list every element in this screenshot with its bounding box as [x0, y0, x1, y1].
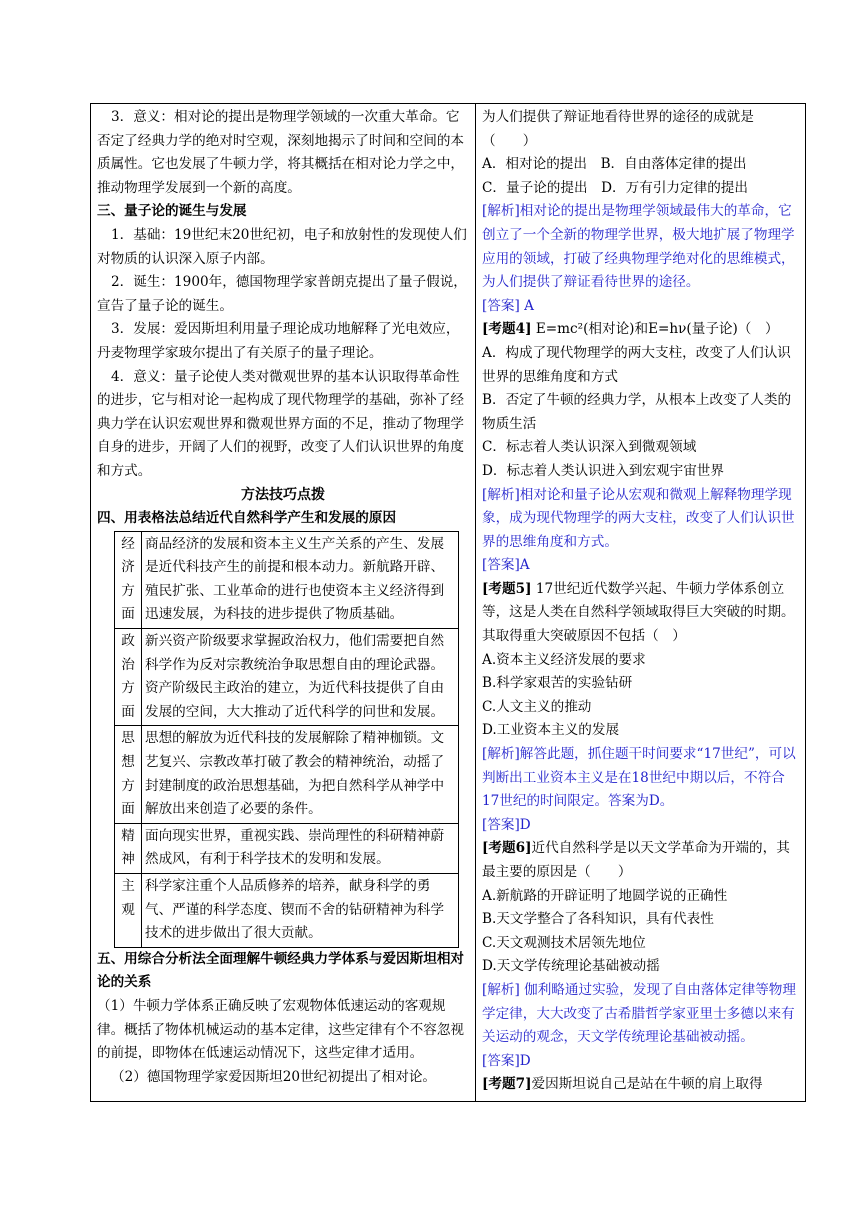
- method-title: 方法技巧点拨: [241, 486, 325, 503]
- quantum-development: 3．发展：爱因斯坦利用量子理论成功地解释了光电效应，丹麦物理学家玻尔提出了有关原子的量子理论。: [97, 321, 460, 361]
- quantum-basis: 1．基础：19世纪末20世纪初，电子和放射性的发现使人们对物质的认识深入原子内部。: [97, 226, 467, 267]
- question-5-stem: 17世纪近代数学兴起、牛顿力学体系创立等，这是人类在自然科学领域取得巨大突破的时期。其取得重大突破原因不包括（ ）: [482, 580, 795, 645]
- question-3-stem: 为人们提供了辩证地看待世界的途径的成就是（ ）: [482, 109, 754, 149]
- question-5: [482, 578, 800, 649]
- row-text: 科学家注重个人品质修养的培养，献身科学的勇气、严谨的科学态度、锲而不舍的钻研精神为科学技术的进步做出了很大贡献。: [142, 874, 459, 948]
- row-text: 新兴资产阶级要求掌握政治权力，他们需要把自然科学作为反对宗教统治争取思想自由的理论武器。资产阶级民主政治的建立，为近代科技提供了自由发展的空间，大大推动了近代科学的问世和发展。: [142, 629, 459, 726]
- right-column: [482, 106, 800, 1097]
- question-3-analysis: [解析]相对论的提出是物理学领域最伟大的革命，它创立了一个全新的物理学世界，极大地扩展了物理学应用的领域，打破了经典物理学绝对化的思维模式，为人们提供了辩证看待世界的途径。: [482, 203, 795, 291]
- table-row: [115, 726, 459, 823]
- table-row: [115, 874, 459, 948]
- question-4: [482, 318, 800, 342]
- question-5-analysis: [解析]解答此题，抓住题干时间要求“17世纪”，可以判断出工业资本主义是在18世纪中期以后，不符合17世纪的时间限定。答案为D。: [482, 746, 796, 810]
- question-6-option-a: A.新航路的开辟证明了地圆学说的正确性: [482, 887, 728, 904]
- question-6-stem: 近代自然科学是以天文学革命为开端的，其最主要的原因是（ ）: [482, 840, 790, 880]
- relativity-significance: 3．意义：相对论的提出是物理学领域的一次重大革命。它否定了经典力学的绝对时空观，深刻地揭示了时间和空间的本质属性。它也发展了牛顿力学，将其概括在相对论力学之中，推动物理学发展到一个新的高度。: [97, 109, 465, 196]
- table-row: [115, 531, 459, 628]
- question-5-option-d: D.工业资本主义的发展: [482, 722, 620, 739]
- question-7: [482, 1073, 800, 1097]
- causes-table: [114, 531, 459, 948]
- question-4-analysis: [解析]相对论和量子论从宏观和微观上解释物理学现象，成为现代物理学的两大支柱，改变了人们认识世界的思维角度和方式。: [482, 486, 795, 550]
- question-6-option-c: C.天文观测技术居领先地位: [482, 934, 646, 951]
- question-6-tag: [考题6]: [482, 840, 532, 857]
- question-4-answer: [答案]A: [482, 557, 530, 574]
- question-3-answer: [答案] A: [482, 297, 534, 314]
- row-label: 政治方面: [115, 629, 142, 726]
- question-6-option-d: D.天文学传统理论基础被动摇: [482, 958, 660, 975]
- row-text: 思想的解放为近代科技的发展解除了精神枷锁。文艺复兴、宗教改革打破了教会的精神统治，动摇了封建制度的政治思想基础，为把自然科学从神学中解放出来创造了必要的条件。: [142, 726, 459, 823]
- question-5-answer: [答案]D: [482, 816, 531, 833]
- row-label: 经济方面: [115, 531, 142, 628]
- table-row: [115, 823, 459, 873]
- question-5-option-a: A.资本主义经济发展的要求: [482, 651, 646, 668]
- question-4-tag: [考题4]: [482, 321, 532, 338]
- question-7-tag: [考题7]: [482, 1076, 532, 1093]
- left-column: [97, 106, 469, 1089]
- row-label: 主观: [115, 874, 142, 948]
- quantum-significance: 4．意义：量子论使人类对微观世界的基本认识取得革命性的进步，它与相对论一起构成了现代物理学的基础，弥补了经典力学在认识宏观世界和微观世界方面的不足，推动了物理学自身的进步，开阔了人们的视野，改变了人们认识世界的角度和方式。: [97, 368, 465, 479]
- question-4-option-b: B．否定了牛顿的经典力学，从根本上改变了人类的物质生活: [482, 392, 792, 432]
- table-row: [115, 629, 459, 726]
- section-3-heading: 三、量子论的诞生与发展: [97, 203, 247, 220]
- row-text: 面向现实世界，重视实践、崇尚理性的科研精神蔚然成风，有利于科学技术的发明和发展。: [142, 823, 459, 873]
- row-label: 思想方面: [115, 726, 142, 823]
- question-5-option-c: C.人文主义的推动: [482, 698, 592, 715]
- question-6: [482, 837, 800, 884]
- question-3-options-cd: C．量子论的提出 D．万有引力定律的提出: [482, 179, 748, 196]
- section-4-heading: 四、用表格法总结近代自然科学产生和发展的原因: [97, 510, 397, 527]
- quantum-birth: 2．诞生：1900年，德国物理学家普朗克提出了量子假说，宣告了量子论的诞生。: [97, 274, 467, 314]
- question-5-tag: [考题5]: [482, 580, 532, 597]
- question-6-option-b: B.天文学整合了各科知识，具有代表性: [482, 911, 714, 928]
- question-6-analysis: [解析] 伽利略通过实验，发现了自由落体定律等物理学定律，大大改变了古希腊哲学家亚里士多德以来有关运动的观念，天文学传统理论基础被动摇。: [482, 981, 796, 1046]
- question-4-option-a: A．构成了现代物理学的两大支柱，改变了人们认识世界的思维角度和方式: [482, 344, 791, 385]
- question-7-stem: 爱因斯坦说自己是站在牛顿的肩上取得: [531, 1076, 763, 1093]
- column-divider: [475, 103, 476, 1102]
- einstein-paragraph: （2）德国物理学家爱因斯坦20世纪初提出了相对论。: [111, 1068, 437, 1085]
- question-4-stem: E=mc²(相对论)和E=hν(量子论)（ ）: [531, 321, 779, 338]
- newton-paragraph: （1）牛顿力学体系正确反映了宏观物体低速运动的客观规律。概括了物体机械运动的基本定律，这些定律有个不容忽视的前提，即物体在低速运动情况下，这些定律才适用。: [97, 997, 465, 1062]
- question-6-answer: [答案]D: [482, 1052, 531, 1069]
- question-4-option-c: C．标志着人类认识深入到微观领域: [482, 439, 697, 456]
- question-5-option-b: B.科学家艰苦的实验钻研: [482, 675, 633, 692]
- row-label: 精神: [115, 823, 142, 873]
- question-4-option-d: D．标志着人类认识进入到宏观宇宙世界: [482, 462, 724, 479]
- row-text: 商品经济的发展和资本主义生产关系的产生、发展是近代科技产生的前提和根本动力。新航路开辟、殖民扩张、工业革命的进行也使资本主义经济得到迅速发展，为科技的进步提供了物质基础。: [142, 531, 459, 628]
- section-5-heading: 五、用综合分析法全面理解牛顿经典力学体系与爱因斯坦相对论的关系: [97, 950, 465, 991]
- question-3-options-ab: A．相对论的提出 B．自由落体定律的提出: [482, 156, 747, 173]
